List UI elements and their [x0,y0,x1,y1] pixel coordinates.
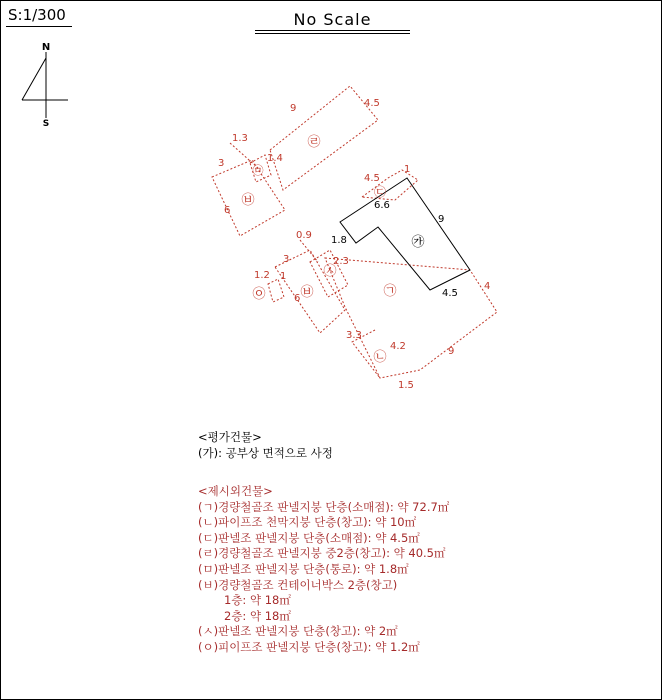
dim-main-notch: 6.6 [374,200,390,211]
dim-ba-bottom-side: 6 [294,293,301,304]
legend-excluded [198,484,449,656]
scale-label: S:1/300 [8,6,66,24]
legend-item-ba-floor1: 1층: 약 18㎡ [224,593,291,608]
dim-a-left: 1.2 [254,270,270,281]
dim-main-bottom: 4.5 [442,288,458,299]
legend-item-ga: (ㄱ)경량철골조 판넬지붕 단층(소매점): 약 72.7㎡ [198,499,450,514]
legend-item-a: (ㅇ)피이프조 판넬지붕 단층(창고): 약 1.2㎡ [198,639,420,654]
annex-ga-outline [325,258,497,378]
dim-sa-side: 2.3 [333,256,349,267]
annex-a-label: ㉧ [252,287,266,302]
compass-south-label: S [42,119,50,129]
annex-ba-bottom-label: ㉥ [300,285,314,300]
dim-na-side: 4.2 [390,341,406,352]
dim-a-right: 1 [280,271,287,282]
legend-item-na: (ㄴ)파이프조 천막지붕 단층(창고): 약 10㎡ [198,515,417,530]
annex-ra-outline [270,86,378,190]
compass-north-label: N [41,42,51,53]
dim-ma-top: 1.3 [232,133,248,144]
no-scale-title: No Scale [293,10,372,29]
annex-ra-label: ㉣ [307,135,321,150]
annex-sa-label: ㉦ [323,264,337,279]
annex-ga-label: ㉠ [383,284,397,299]
annex-a-outline [268,279,284,302]
legend-appraised [198,430,333,461]
legend-item-ba-floor2: 2층: 약 18㎡ [224,608,291,623]
main-building-label: ㉮ [411,235,425,250]
dim-ba-bottom-top: 3 [283,254,290,265]
legend-appraised-title: <평가건물> [198,430,262,444]
legend-item-ma: (ㅁ)판넬조 판넬지붕 단층(통로): 약 1.8㎡ [198,561,409,576]
legend-item-ra: (ㄹ)경량철골조 판넬지붕 중2층(창고): 약 40.5㎡ [198,546,446,561]
legend-item-sa: (ㅅ)판넬조 판넬지붕 단층(창고): 약 2㎡ [198,624,398,639]
dim-da-left: 4.5 [364,173,380,184]
annex-ba-top-label: ㉥ [241,193,255,208]
dim-da-top: 1 [404,164,411,175]
dim-ra-right: 4.5 [364,98,380,109]
dim-main-right: 9 [438,214,445,225]
legend-appraised-item: (가): 공부상 면적으로 사정 [198,445,333,460]
dim-ba-top-side: 6 [224,205,231,216]
legend-excluded-title: <제시외건물> [198,484,273,498]
legend-item-da: (ㄷ)판넬조 판넬지붕 단층(소매점): 약 4.5㎡ [198,530,420,545]
dim-ba-top-left: 3 [218,158,225,169]
north-arrow-icon [22,42,68,129]
annex-ma-label: ㉤ [252,164,264,177]
dim-main-left: 1.8 [331,235,347,246]
dim-na-bottom: 1.5 [398,380,414,391]
dim-ra-top: 9 [290,103,297,114]
dim-ma-right: 1.4 [267,153,283,164]
annex-da-label: ㉢ [373,185,387,199]
legend-item-ba: (ㅂ)경량철골조 컨테이너박스 2층(창고) [198,577,398,592]
dim-sa-top: 0.9 [296,230,312,241]
dim-ga-bottom: 9 [448,346,455,357]
dim-na-left: 3.3 [346,330,362,341]
annex-na-label: ㉡ [373,350,387,365]
dim-ga-right: 4 [484,281,491,292]
main-building-outline [340,178,470,290]
